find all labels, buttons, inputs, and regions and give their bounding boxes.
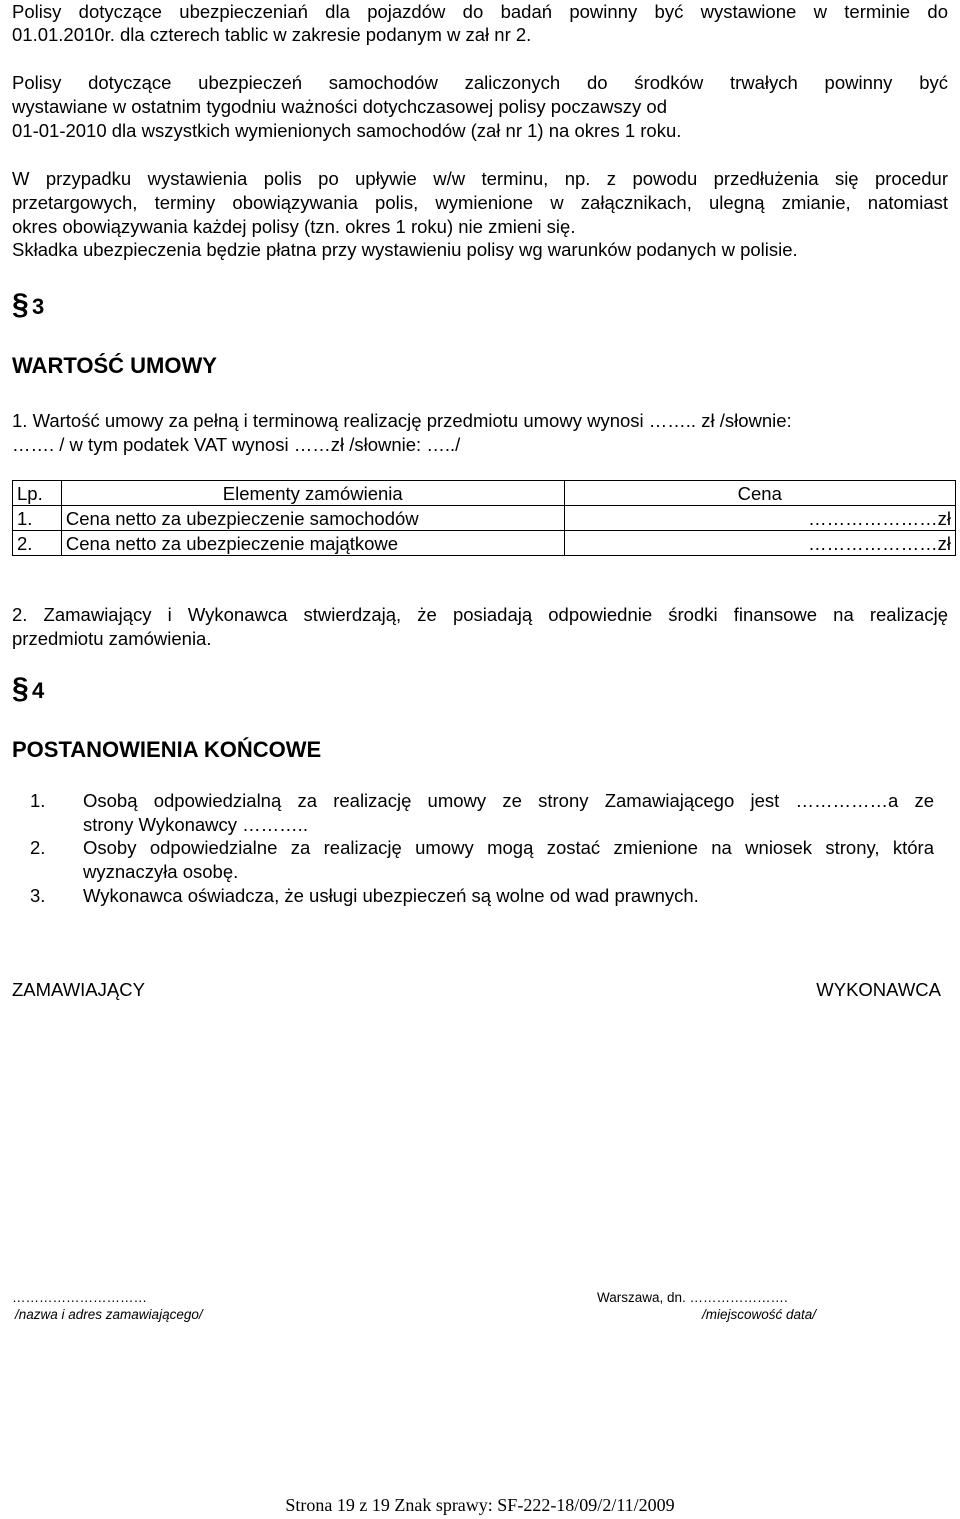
order-elements-table xyxy=(12,480,956,556)
intro-p1-line1: Polisy dotyczące ubezpieczeniań dla pojazdów do badań powinny być wystawione w terminie do xyxy=(12,1,948,22)
header-lp: Lp. xyxy=(13,481,62,506)
section3-point1-line1: 1. Wartość umowy za pełną i terminową realizację przedmiotu umowy wynosi …….. zł /słownie: xyxy=(12,410,792,431)
section4-item1-line2: strony Wykonawcy ……….. xyxy=(83,814,308,835)
section4-item1-line1: Osobą odpowiedzialną za realizację umowy ze strony Zamawiającego jest ……………a ze xyxy=(83,790,934,811)
intro-p3-line1: W przypadku wystawienia polis po upływie w/w terminu, np. z powodu przedłużenia się procedur xyxy=(12,168,948,189)
section4-item1-number: 1. xyxy=(30,790,46,811)
section4-item3-number: 3. xyxy=(30,885,46,906)
intro-p2-line3: 01-01-2010 dla wszystkich wymienionych samochodów (zał nr 1) na okres 1 roku. xyxy=(12,120,682,141)
intro-p3-line4: Składka ubezpieczenia będzie płatna przy wystawieniu polisy wg warunków podanych w polisie. xyxy=(12,239,798,260)
section4-item2-line2: wyznaczyła osobę. xyxy=(83,861,239,882)
row2-lp: 2. xyxy=(13,531,62,556)
section3-point2-line1: 2. Zamawiający i Wykonawca stwierdzają, że posiadają odpowiednie środki finansowe na realizację xyxy=(12,604,948,625)
signature-orderer-label: ZAMAWIAJĄCY xyxy=(12,979,145,1000)
row2-element: Cena netto za ubezpieczenie majątkowe xyxy=(61,531,564,556)
intro-p3-line3: okres obowiązywania każdej polisy (tzn. okres 1 roku) nie zmieni się. xyxy=(12,216,576,237)
section3-title: WARTOŚĆ UMOWY xyxy=(12,353,217,378)
section4-title: POSTANOWIENIA KOŃCOWE xyxy=(12,737,322,762)
section4-item2-number: 2. xyxy=(30,837,46,858)
section4-number: 4 xyxy=(32,678,45,703)
section4-item3-line1: Wykonawca oświadcza, że usługi ubezpieczeń są wolne od wad prawnych. xyxy=(83,885,699,906)
header-price: Cena xyxy=(564,481,955,506)
header-elements: Elementy zamówienia xyxy=(61,481,564,506)
section3-paragraph-symbol: § xyxy=(12,288,29,321)
section3-number: 3 xyxy=(32,294,45,319)
row1-lp: 1. xyxy=(13,506,62,531)
table-row xyxy=(13,531,956,556)
section3-point1-line2: ……. / w tym podatek VAT wynosi ……zł /słownie: …../ xyxy=(12,434,461,455)
row1-price: …………………zł xyxy=(564,506,955,531)
intro-p3-line2: przetargowych, terminy obowiązywania polis, wymienione w załącznikach, ulegną zmianie, natomiast xyxy=(12,192,948,213)
place-date-caption: /miejscowość data/ xyxy=(702,1307,817,1322)
table-row xyxy=(13,506,956,531)
section4-item2-line1: Osoby odpowiedzialne za realizację umowy mogą zostać zmienione na wniosek strony, która xyxy=(83,837,934,858)
orderer-name-caption: /nazwa i adres zamawiającego/ xyxy=(15,1307,203,1322)
signature-contractor-label: WYKONAWCA xyxy=(816,979,941,1000)
table-header-row xyxy=(13,481,956,506)
intro-p2-line2: wystawiane w ostatnim tygodniu ważności dotychczasowej polisy poczawszy od xyxy=(12,96,667,117)
row2-price: …………………zł xyxy=(564,531,955,556)
row1-element: Cena netto za ubezpieczenie samochodów xyxy=(61,506,564,531)
intro-p2-line1: Polisy dotyczące ubezpieczeń samochodów zaliczonych do środków trwałych powinny być xyxy=(12,72,948,93)
section3-point2-line2: przedmiotu zamówienia. xyxy=(12,628,212,649)
page-footer: Strona 19 z 19 Znak sprawy: SF-222-18/09/2/11/2009 xyxy=(285,1495,675,1515)
section4-paragraph-symbol: § xyxy=(12,672,29,705)
intro-p1-line2: 01.01.2010r. dla czterech tablic w zakresie podanym w zał nr 2. xyxy=(12,24,532,45)
place-date-line: Warszawa, dn. …………………. xyxy=(597,1290,788,1305)
orderer-dots-line: ………………………… xyxy=(12,1290,147,1305)
